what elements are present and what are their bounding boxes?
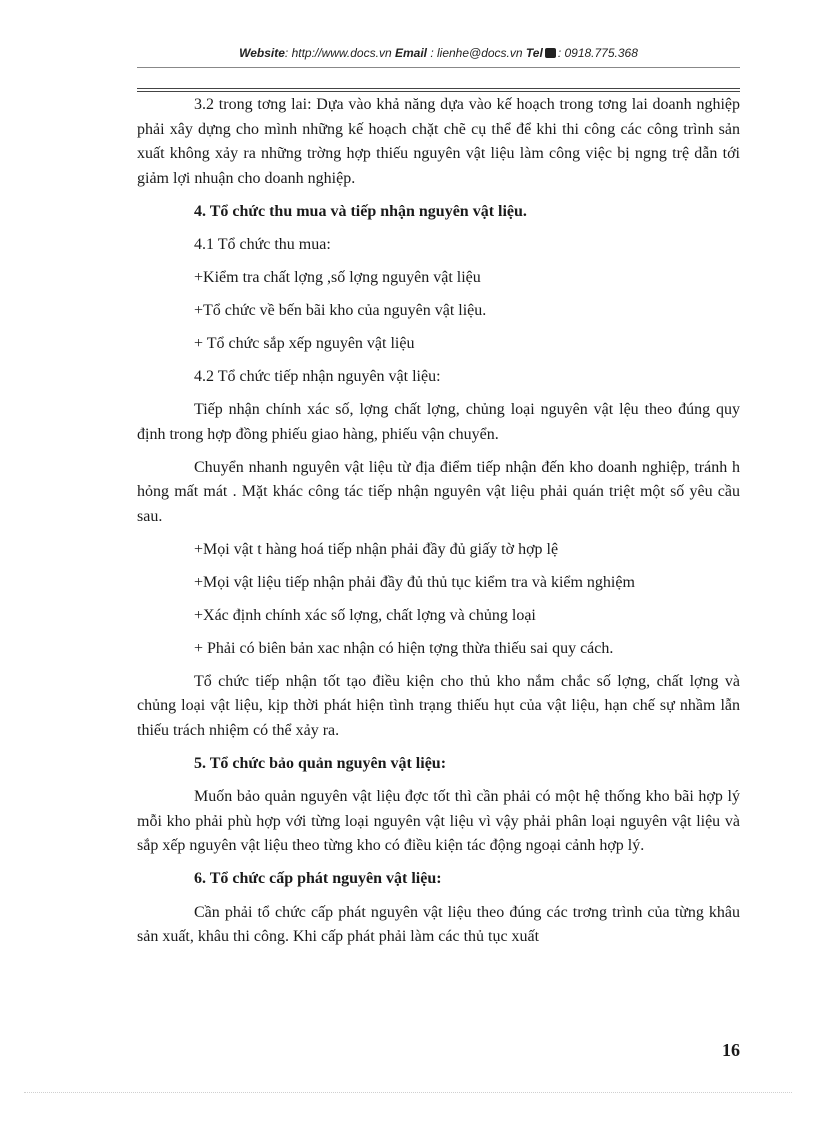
footer-dotted-line bbox=[24, 1092, 792, 1093]
subheading-4-2: 4.2 Tổ chức tiếp nhận nguyên vật liệu: bbox=[194, 368, 441, 385]
paragraph-4-2-a: Tiếp nhận chính xác số, lợng chất lợng, chủng loại nguyên vật lệu theo đúng quy định trong hợp đồng phiếu giao hàng, phiếu vận chuyển. bbox=[137, 401, 740, 443]
header-double-rule bbox=[137, 88, 740, 92]
heading-section-4: 4. Tổ chức thu mua và tiếp nhận nguyên vật liệu. bbox=[194, 202, 527, 220]
page-number: 16 bbox=[722, 1040, 740, 1060]
list-item-4-1-a: +Kiểm tra chất lợng ,số lợng nguyên vật liệu bbox=[194, 269, 481, 286]
subheading-4-1: 4.1 Tổ chức thu mua: bbox=[194, 236, 331, 253]
list-item-4-2-e: +Xác định chính xác số lợng, chất lợng và chủng loại bbox=[194, 606, 536, 624]
list-item-4-2-f: + Phải có biên bản xac nhận có hiện tợng thừa thiếu sai quy cách. bbox=[194, 639, 614, 657]
phone-icon bbox=[545, 48, 556, 58]
list-item-4-2-c: +Mọi vật t hàng hoá tiếp nhận phải đầy đủ giấy tờ hợp lệ bbox=[194, 540, 559, 558]
heading-section-6: 6. Tổ chức cấp phát nguyên vật liệu: bbox=[194, 870, 442, 887]
list-item-4-1-c: + Tổ chức sắp xếp nguyên vật liệu bbox=[194, 335, 415, 352]
header-rule bbox=[137, 67, 740, 68]
paragraph-3-2: 3.2 trong tơng lai: Dựa vào khả năng dựa vào kế hoạch trong tơng lai doanh nghiệp phải xây dựng cho mình những kế hoạch chặt chẽ cụ thể để khi thi công các công trình sản xuất không xảy ra những trờng hợp thiếu nguyên vật liệu làm công việc bị ngng trệ dẫn tới giảm lợi nhuận cho doanh nghiệp. bbox=[137, 96, 740, 187]
paragraph-4-2-g: Tổ chức tiếp nhận tốt tạo điều kiện cho thủ kho nắm chắc số lợng, chất lợng và chủng loại vật liệu, kịp thời phát hiện tình trạng thiếu hụt của vật liệu, hạn chế sự nhầm lẫn thiếu trách nhiệm có thể xảy ra. bbox=[137, 672, 740, 739]
heading-section-5: 5. Tổ chức bảo quản nguyên vật liệu: bbox=[194, 754, 447, 772]
list-item-4-1-b: +Tổ chức về bến bãi kho của nguyên vật liệu. bbox=[194, 302, 487, 319]
tel-number: : 0918.775.368 bbox=[557, 46, 638, 60]
page-header bbox=[137, 46, 740, 60]
list-item-4-2-d: +Mọi vật liệu tiếp nhận phải đầy đủ thủ tục kiểm tra và kiểm nghiệm bbox=[194, 573, 635, 591]
paragraph-4-2-b: Chuyển nhanh nguyên vật liệu từ địa điểm tiếp nhận đến kho doanh nghiệp, tránh h hỏng mất mát . Mặt khác công tác tiếp nhận nguyên vật liệu phải quán triệt một số yêu cầu sau. bbox=[137, 458, 740, 525]
tel-label: Tel bbox=[525, 46, 543, 60]
document-body bbox=[137, 93, 740, 958]
paragraph-5: Muốn bảo quản nguyên vật liệu đợc tốt thì cần phải có một hệ thống kho bãi hợp lý mỗi kho phải phù hợp với từng loại nguyên vật liệu vì vậy phải phân loại nguyên vật liệu và sắp xếp nguyên vật liệu theo từng kho có điều kiện tác động ngoại cảnh hợp lý. bbox=[137, 788, 740, 854]
email-label: Email bbox=[394, 46, 427, 60]
website-label: Website bbox=[239, 46, 285, 60]
website-url: : http://www.docs.vn bbox=[284, 46, 392, 60]
paragraph-6: Cần phải tổ chức cấp phát nguyên vật liệu theo đúng các trơng trình của từng khâu sản xuất, khâu thi công. Khi cấp phát phải làm các thủ tục xuất bbox=[137, 903, 740, 945]
email-address: : lienhe@docs.vn bbox=[430, 46, 523, 60]
